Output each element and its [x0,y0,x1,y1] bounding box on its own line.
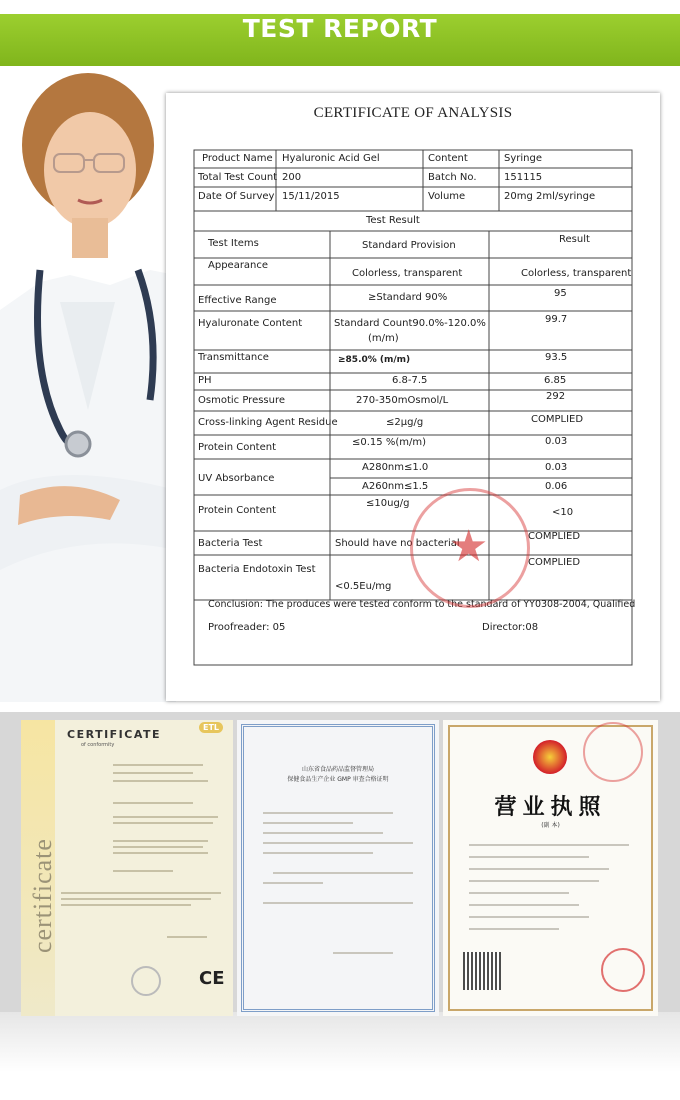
row-standard: 270-350mOsmol/L [356,395,449,406]
text-line [469,868,609,870]
signature-line [167,936,207,938]
text-line [263,842,413,844]
text-line [113,822,213,824]
ce-certificate-title: CERTIFICATE [67,728,162,741]
row-standard-unit: (m/m) [368,333,399,344]
row-result: 0.03 [545,462,568,473]
row-item: Bacteria Test [198,538,263,549]
row-item: Appearance [208,260,269,271]
text-line [113,870,173,872]
text-line [263,852,373,854]
text-line [263,882,323,884]
text-line [263,902,413,904]
text-line [113,846,203,848]
certificate-of-analysis [166,93,660,701]
row-result: <10 [552,507,574,518]
text-line [113,840,208,842]
text-line [61,904,191,906]
row-standard: A260nm≤1.5 [362,481,429,492]
header-cell: 15/11/2015 [282,191,340,202]
star-icon: ★ [449,521,489,572]
row-item: Transmittance [198,352,269,363]
row-item: Osmotic Pressure [198,395,286,406]
text-line [469,844,629,846]
business-license [443,720,658,1016]
row-result: COMPLIED [528,531,581,542]
row-result: 99.7 [545,314,568,325]
text-line [113,780,208,782]
row-standard: Should have no bacterial [335,538,460,549]
gmp-certificate [237,720,439,1016]
row-standard: ≤2μg/g [386,417,424,428]
row-result: 93.5 [545,352,568,363]
national-emblem-icon [533,740,567,774]
row-result: 292 [546,391,566,402]
license-title: 营业执照 [494,794,607,820]
row-item: Bacteria Endotoxin Test [198,564,316,575]
text-line [469,904,579,906]
coa-title: CERTIFICATE OF ANALYSIS [313,105,513,121]
license-subtitle: (副 本) [541,822,560,829]
row-result: 0.06 [545,481,568,492]
text-line [263,812,393,814]
banner-title: TEST REPORT [242,14,438,43]
text-line [61,898,211,900]
gmp-issuer: 山东省食品药品监督管理局 [301,766,374,773]
text-line [263,832,383,834]
row-result: COMPLIED [531,414,584,425]
text-line [469,856,589,858]
col-result: Result [559,234,590,245]
header-cell: Date Of Survey [198,191,275,202]
text-line [469,880,599,882]
row-standard: ≥85.0% (m/m) [338,355,411,365]
text-line [469,892,569,894]
row-result: 6.85 [544,375,567,386]
row-result: COMPLIED [528,557,581,568]
header-cell: Hyaluronic Acid Gel [282,153,380,164]
doctor-photo [0,70,176,702]
vertical-certificate-word: certificate [28,838,57,953]
row-item: Protein Content [198,505,277,516]
qr-code-icon [463,952,501,990]
row-item: UV Absorbance [198,473,275,484]
row-standard: Colorless, transparent [352,268,463,279]
ce-certificate [21,720,233,1016]
seal-stamp-icon [583,722,643,782]
text-line [113,764,203,766]
text-line [113,852,208,854]
row-item: Protein Content [198,442,277,453]
header-cell: 200 [282,172,302,183]
text-line [469,916,589,918]
row-standard: ≤10ug/g [366,498,410,509]
row-standard: ≥Standard 90% [368,292,448,303]
row-standard: Standard Count90.0%-120.0% [334,318,486,329]
row-standard: ≤0.15 %(m/m) [352,437,426,448]
row-item: Cross-linking Agent Residue [198,417,338,428]
certificates-strip [0,712,680,1100]
etl-badge-icon: ETL [199,722,223,733]
row-result: Colorless, transparent [521,268,632,279]
text-line [113,802,193,804]
text-line [263,822,353,824]
col-standard: Standard Provision [362,240,456,251]
header-cell: 20mg 2ml/syringe [504,191,596,202]
text-line [469,928,559,930]
test-result-label: Test Result [366,215,420,226]
header-cell: Product Name [202,153,273,164]
text-line [113,816,218,818]
header-cell: Batch No. [428,172,477,183]
header-cell: Total Test Count [198,172,278,183]
row-standard: A280nm≤1.0 [362,462,429,473]
row-item: PH [198,375,212,386]
col-items: Test Items [208,238,259,249]
text-line [333,952,393,954]
seal-stamp-icon [601,948,645,992]
row-result: 95 [554,288,567,299]
text-line [273,872,413,874]
ce-mark-icon: CE [199,968,225,989]
header-cell: Content [428,153,468,164]
row-standard: 6.8-7.5 [392,375,428,386]
header-cell: Volume [428,191,466,202]
row-result: 0.03 [545,436,568,447]
proofreader-text: Proofreader: 05 [208,622,286,633]
row-item: Hyaluronate Content [198,318,303,329]
row-standard: <0.5Eu/mg [335,581,392,592]
header-cell: 151115 [504,172,543,183]
text-line [61,892,221,894]
text-line [113,772,193,774]
row-item: Effective Range [198,295,277,306]
company-seal-stamp [410,488,530,608]
conclusion-text: Conclusion: The produces were tested conform to the standard of YY0308-2004, Qualified [208,599,636,610]
etl-logo-icon [131,966,161,996]
header-banner [0,14,680,66]
strip-reflection [0,1012,680,1072]
ce-certificate-subtitle: of conformity [81,742,115,748]
director-text: Director:08 [482,622,539,633]
gmp-title: 保健食品生产企业 GMP 审查合格证明 [287,776,389,783]
header-cell: Syringe [504,153,542,164]
